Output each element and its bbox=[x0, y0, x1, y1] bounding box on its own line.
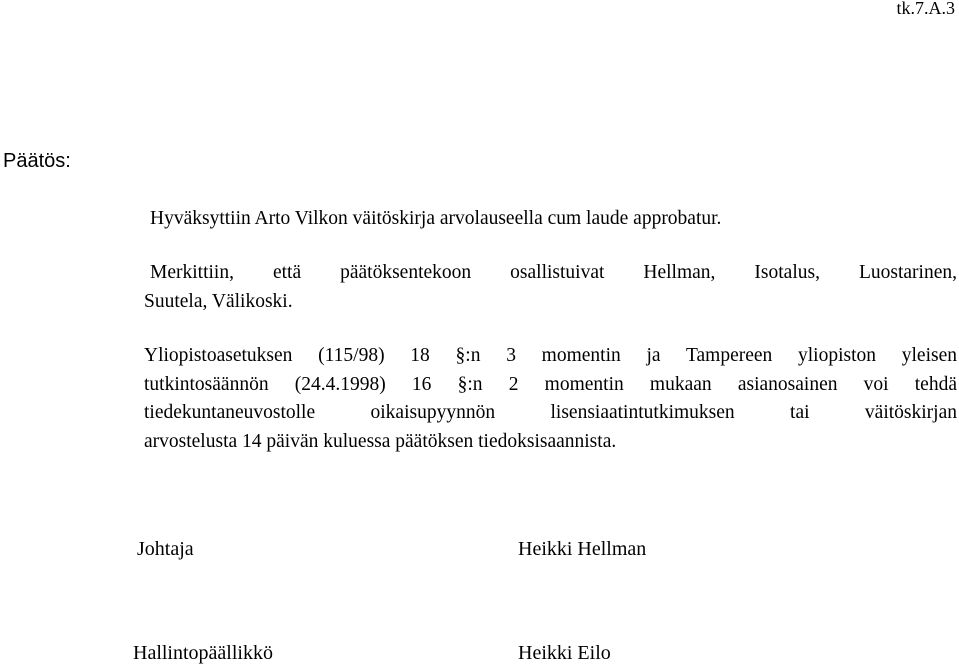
paragraph-line: Merkittiin, että päätöksentekoon osallistuivat Hellman, Isotalus, Luostarinen, bbox=[150, 262, 957, 283]
paragraph-line: arvostelusta 14 päivän kuluessa päätöksen tiedoksisaannista. bbox=[144, 430, 617, 452]
paragraph-line: Hyväksyttiin Arto Vilkon väitöskirja arvolauseella cum laude approbatur. bbox=[150, 208, 722, 229]
signature-title-director: Johtaja bbox=[137, 538, 194, 560]
decision-paragraph-appeal bbox=[144, 342, 957, 456]
decision-paragraph-participants bbox=[144, 259, 957, 316]
signature-name-admin-manager: Heikki Eilo bbox=[518, 642, 611, 664]
paragraph-line: tutkintosäännön (24.4.1998) 16 §:n 2 momentin mukaan asianosainen voi tehdä bbox=[144, 373, 957, 395]
document-reference: tk.7.A.3 bbox=[896, 0, 955, 18]
paragraph-line: Suutela, Välikoski. bbox=[144, 290, 293, 312]
paragraph-line: tiedekuntaneuvostolle oikaisupyynnön lisensiaatintutkimuksen tai väitöskirjan bbox=[144, 402, 957, 423]
paragraph-line: Yliopistoasetuksen (115/98) 18 §:n 3 momentin ja Tampereen yliopiston yleisen bbox=[144, 345, 957, 366]
signature-name-director: Heikki Hellman bbox=[518, 538, 647, 560]
decision-heading: Päätös: bbox=[3, 150, 71, 172]
signature-title-admin-manager: Hallintopäällikkö bbox=[133, 642, 273, 664]
decision-paragraph-approval bbox=[144, 205, 957, 234]
